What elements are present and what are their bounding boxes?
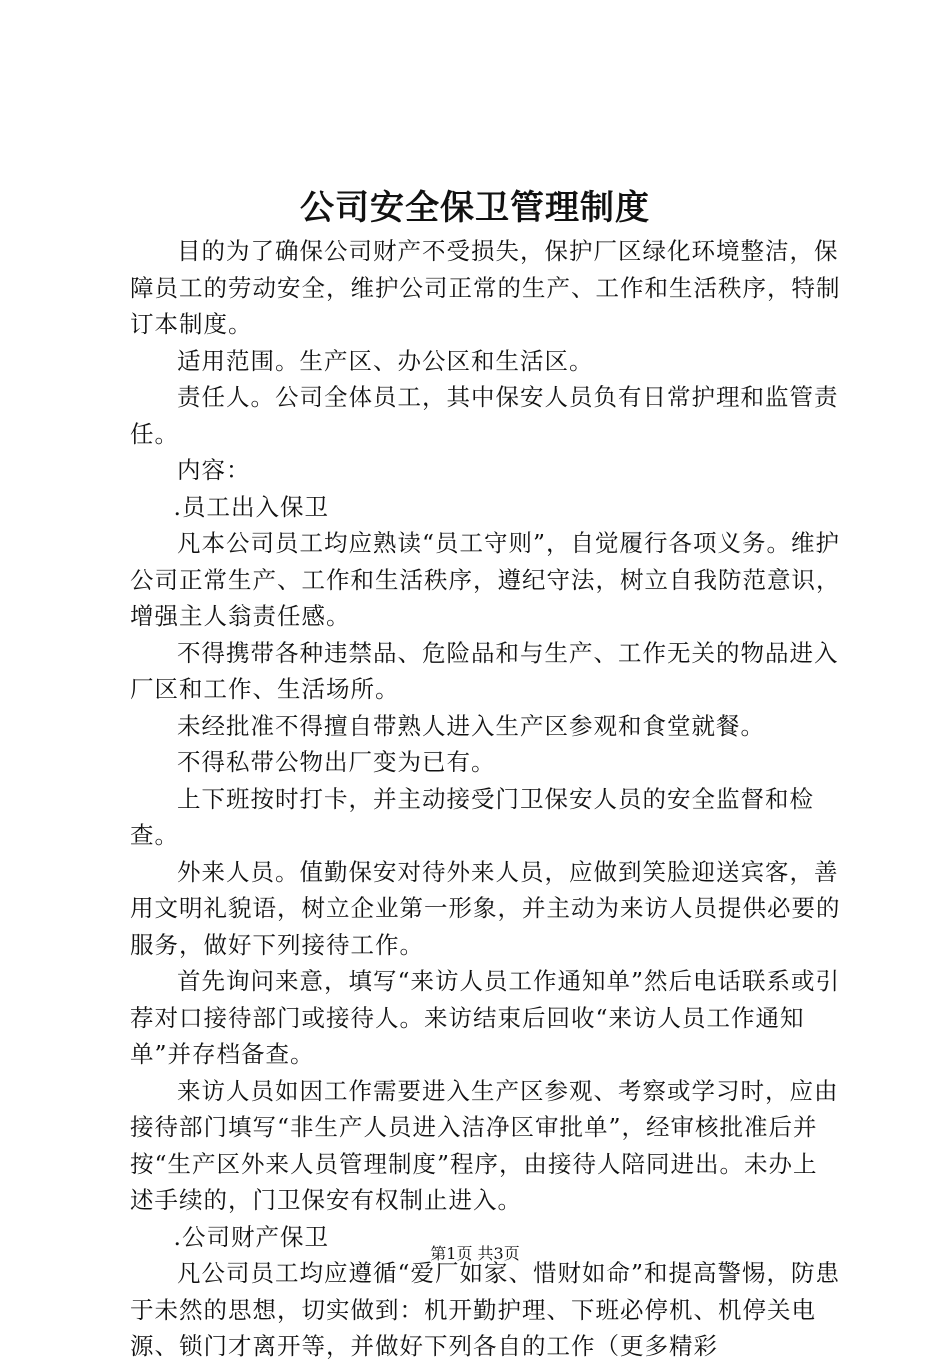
section-heading-staff-entry: .员工出入保卫: [173, 492, 329, 521]
paragraph: 首先询问来意，填写“来访人员工作通知单”然后电话联系或引荐对口接待部门或接待人。来访结束后回收“来访人员工作通知单”并存档备查。: [130, 967, 841, 1068]
paragraph: 来访人员如因工作需要进入生产区参观、考察或学习时，应由接待部门填写“非生产人员进入洁净区审批单”，经审核批准后并按“生产区外来人员管理制度”程序，由接待人陪同进出。未办上述手续的，门卫保安有权制止进入。: [130, 1076, 839, 1214]
section-heading-property: .公司财产保卫: [173, 1222, 329, 1251]
paragraph: 不得携带各种违禁品、危险品和与生产、工作无关的物品进入厂区和工作、生活场所。: [130, 638, 839, 703]
paragraph: 不得私带公物出厂变为已有。: [177, 748, 496, 776]
paragraph: 凡本公司员工均应熟读“员工守则”，自觉履行各项义务。维护公司正常生产、工作和生活秩序，遵纪守法，树立自我防范意识，增强主人翁责任感。: [130, 529, 841, 630]
page-number: 第1页 共3页: [430, 1244, 520, 1263]
paragraph-scope: 适用范围。生产区、办公区和生活区。: [177, 346, 594, 375]
paragraph: 凡公司员工均应遵循“爱厂如家、惜财如命”和提高警惕，防患于未然的思想，切实做到：机开勤护理、下班必停机、机停关电源、锁门才离开等，并做好下列各自的工作（更多精彩: [130, 1259, 841, 1360]
page-title: 公司安全保卫管理制度: [300, 188, 650, 228]
paragraph-responsibility: 责任人。公司全体员工，其中保安人员负有日常护理和监管责任。: [130, 383, 839, 448]
paragraph-content-label: 内容：: [177, 456, 251, 484]
paragraph-purpose: 目的为了确保公司财产不受损失，保护厂区绿化环境整洁，保障员工的劳动安全，维护公司正常的生产、工作和生活秩序，特制订本制度。: [130, 237, 841, 338]
paragraph: 未经批准不得擅自带熟人进入生产区参观和食堂就餐。: [177, 711, 765, 740]
paragraph: 上下班按时打卡，并主动接受门卫保安人员的安全监督和检查。: [130, 784, 814, 849]
document-body: [130, 233, 842, 1365]
paragraph: 外来人员。值勤保安对待外来人员，应做到笑脸迎送宾客，善用文明礼貌语，树立企业第一形象，并主动为来访人员提供必要的服务，做好下列接待工作。: [130, 857, 841, 959]
